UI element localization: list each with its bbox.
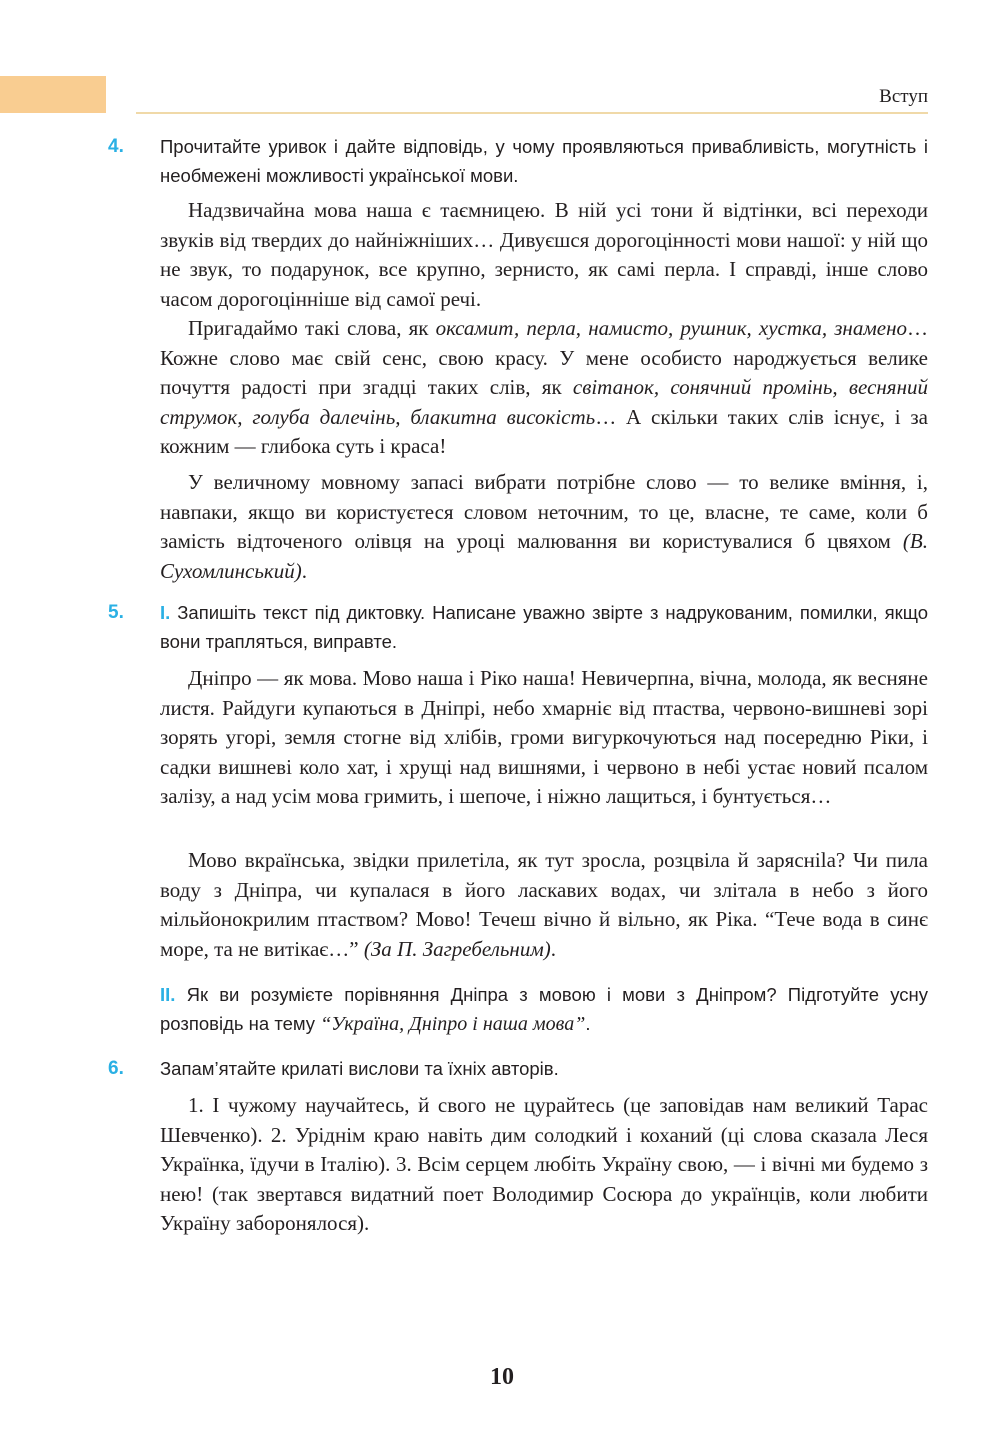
header-tab-block <box>0 76 106 113</box>
task-6-number: 6. <box>108 1058 124 1079</box>
task-4-instruction: Прочитайте уривок і дайте відповідь, у чому проявляються привабливість, могутність і необмежені можливості української мови. <box>160 136 928 186</box>
part-2-roman-numeral: ІІ. <box>160 984 176 1005</box>
task-6-instruction: Запам’ятайте крилаті вислови та їхніх авторів. <box>160 1058 559 1079</box>
task-4-number: 4. <box>108 136 124 157</box>
task-6-paragraph-1: 1. І чужому научайтесь, й свого не цурайтесь (це заповідав нам великий Тарас Шевченко). 2. Уріднім краю навіть дим солодкий і коханий (ці слова сказала Леся Українка, їдучи в Італію). 3. Всім серцем любіть Україну свою, — і вічні ми будемо з нею! (так звертався видатний поет Володимир Сосюра до українців, коли любити Україну заборонялося). <box>160 1093 928 1235</box>
task-4-paragraph-2: Пригадаймо такі слова, як оксамит, перла, намисто, рушник, хустка, знамено… Кожне слово має свій сенс, свою красу. У мене особисто народжується велике почуття радості при згадці таких слів, як світанок, сонячний промінь, весняний струмок, голуба далечінь, блакитна високість… А скільки таких слів існує, і за кожним — глибока суть і краса! <box>160 316 929 458</box>
section-title: Вступ <box>879 86 928 107</box>
part-1-roman-numeral: І. <box>160 602 171 623</box>
task-5-paragraph-1: Дніпро — як мова. Мово наша і Ріко наша! Невичерпна, вічна, молода, як весняне листя. Райдуги купаються в Дніпрі, небо хмарніє від птаства, червоно-вишневі зорі зорять угорі, земля стогне від хлібів, громи вигуркочуються над посередню Ріки, і садки вишневі коло хат, і хрущі над вишнями, і червоно в небі устає новий псалом залізу, а над усім мова гримить, і шепоче, і ніжно лащиться, і бунтується… <box>160 666 928 808</box>
page-number: 10 <box>490 1364 514 1390</box>
task-5-part-1-instruction: І. Запишіть текст під диктовку. Написане уважно звірте з надрукованим, помилки, якщо вони трапляться, виправте. <box>160 602 928 652</box>
task-5-part-2-instruction: ІІ. Як ви розумієте порівняння Дніпра з мовою і мови з Дніпром? Підготуйте усну розповідь на тему “Україна, Дніпро і наша мова”. <box>160 984 928 1035</box>
task-5-number: 5. <box>108 602 124 623</box>
header-rule <box>136 112 928 114</box>
task-4-paragraph-3: У величному мовному запасі вибрати потрібне слово — то велике вміння, і, навпаки, якщо ви користуєтеся словом неточним, то це, власне, те саме, коли б замість відточеного олівця на уроці малювання ви користувалися б цвяхом (В. Сухомлинський). <box>160 470 928 583</box>
task-5-paragraph-2: Мово вкраїнська, звідки прилетіла, як тут зросла, розцвіла й заряснila? Чи пила воду з Дніпра, чи купалася в його ласкавих водах, чи злітала в небо з його мільйонокрилим птаством? Мово! Течеш вічно й вільно, як Ріка. “Тече вода в синє море, та не витікає…” (За П. Загребельним). <box>160 848 928 961</box>
task-4-paragraph-1: Надзвичайна мова наша є таємницею. В ній усі тони й відтінки, всі переходи звуків від твердих до найніжніших… Дивуєшся дорогоцінності мови нашої: у ній що не звук, то подарунок, все крупно, зернисто, як самі перла. І справді, інше слово часом дорогоцінніше від самої речі. <box>160 198 928 311</box>
